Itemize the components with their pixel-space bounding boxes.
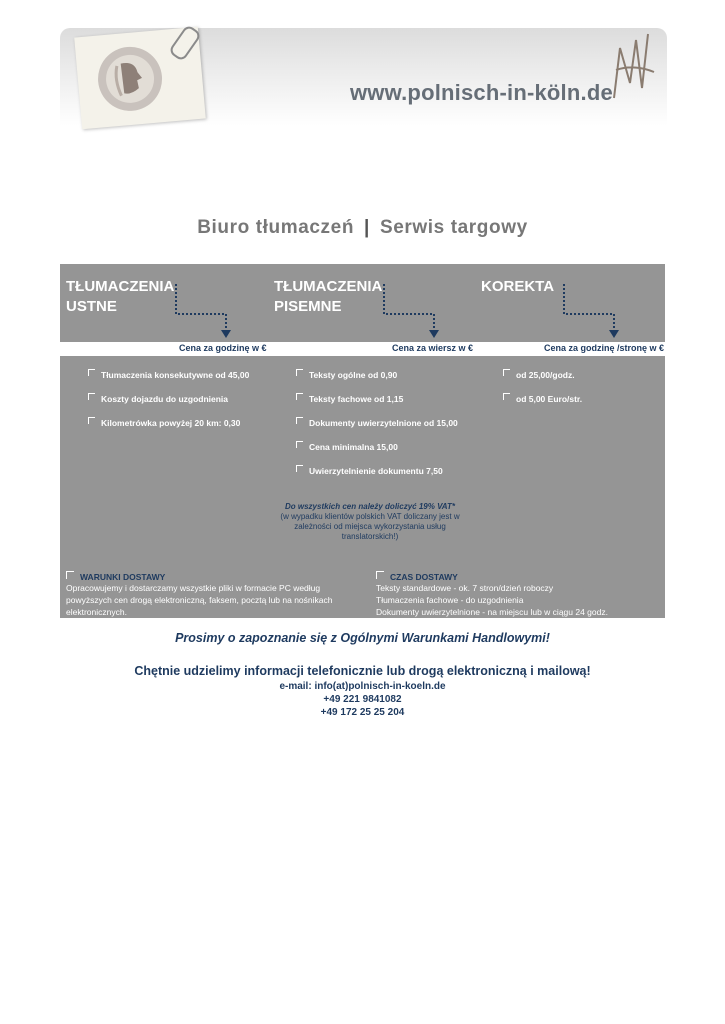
- list-item: [88, 417, 240, 428]
- delivery-terms-line: powyższych cen drogą elektroniczną, faksem, pocztą lub na nośnikach: [66, 595, 333, 605]
- price-heading-proofreading: Cena za godzinę /stronę w €: [544, 343, 665, 353]
- phone-number[interactable]: +49 221 9841082: [323, 694, 402, 705]
- list-item-label: Koszty dojazdu do uzgodnienia: [101, 394, 229, 404]
- delivery-time-title-label: CZAS DOSTAWY: [390, 572, 458, 582]
- list-item: [503, 369, 575, 380]
- list-item-label: Uwierzytelnienie dokumentu 7,50: [309, 466, 443, 476]
- service-title-line1: TŁUMACZENIA: [274, 278, 383, 295]
- contact-info-heading: Chętnie udzielimy informacji telefonicznie lub drogą elektroniczną i mailową!: [134, 664, 591, 678]
- list-item-label: Kilometrówka powyżej 20 km: 0,30: [101, 418, 241, 428]
- list-item-label: Dokumenty uwierzytelnione od 15,00: [309, 418, 458, 428]
- delivery-time-title: [376, 571, 661, 582]
- tagline-left: Biuro tłumaczeń: [197, 217, 355, 238]
- service-title-proofreading: [481, 277, 554, 297]
- signature-logo-icon: [608, 28, 660, 108]
- list-item: [296, 417, 458, 428]
- checkbox-icon: [66, 571, 74, 579]
- checkbox-icon: [503, 393, 510, 400]
- list-item-label: Teksty fachowe od 1,15: [309, 394, 404, 404]
- delivery-terms-title-label: WARUNKI DOSTAWY: [80, 572, 166, 582]
- list-item-label: od 25,00/godz.: [516, 370, 575, 380]
- checkbox-icon: [296, 441, 303, 448]
- delivery-time-line: Dokumenty uwierzytelnione - na miejscu lub w ciągu 24 godz.: [376, 607, 608, 617]
- checkbox-icon: [296, 417, 303, 424]
- delivery-terms-title: [66, 571, 366, 582]
- delivery-terms-line: Opracowujemy i dostarczamy wszystkie pliki w formacie PC według: [66, 583, 321, 593]
- dotted-arrow-icon: [172, 282, 234, 342]
- service-title-interpreting: [66, 277, 174, 317]
- list-item: [88, 369, 249, 380]
- checkbox-icon: [296, 393, 303, 400]
- site-url[interactable]: www.polnisch-in-köln.de: [350, 80, 613, 105]
- vat-note-line: translatorskich!): [341, 532, 399, 541]
- delivery-terms-line: elektronicznych.: [66, 607, 127, 617]
- checkbox-icon: [503, 369, 510, 376]
- service-title-line1: KOREKTA: [481, 278, 555, 295]
- terms-notice: Prosimy o zapoznanie się z Ogólnymi Warunkami Handlowymi!: [175, 631, 550, 645]
- delivery-time-line: Teksty standardowe - ok. 7 stron/dzień roboczy: [376, 583, 554, 593]
- dotted-arrow-icon: [560, 282, 622, 342]
- price-heading-interpreting: Cena za godzinę w €: [179, 343, 267, 353]
- phone-number[interactable]: +49 172 25 25 204: [320, 707, 405, 718]
- list-item: [88, 393, 228, 404]
- service-title-line2: PISEMNE: [274, 298, 342, 315]
- checkbox-icon: [376, 571, 384, 579]
- service-title-line2: USTNE: [66, 298, 117, 315]
- service-title-translation: [274, 277, 382, 317]
- tagline-separator: |: [364, 217, 370, 238]
- vat-note-main: Do wszystkich cen należy doliczyć 19% VAT*: [285, 502, 455, 511]
- checkbox-icon: [296, 369, 303, 376]
- delivery-time-line: Tłumaczenia fachowe - do uzgodnienia: [376, 595, 524, 605]
- price-heading-translation: Cena za wiersz w €: [392, 343, 474, 353]
- service-title-line1: TŁUMACZENIA: [66, 278, 175, 295]
- list-item-label: Tłumaczenia konsekutywne od 45,00: [101, 370, 250, 380]
- vat-note-line: zależności od miejsca wykorzystania usług: [294, 522, 446, 531]
- list-item: [503, 393, 582, 404]
- checkbox-icon: [88, 369, 95, 376]
- email-link[interactable]: e-mail: info(at)polnisch-in-koeln.de: [279, 681, 446, 692]
- tagline: [0, 217, 725, 239]
- checkbox-icon: [88, 393, 95, 400]
- list-item: [296, 393, 403, 404]
- vat-note-line: (w wypadku klientów polskich VAT doliczany jest w: [280, 512, 460, 521]
- delivery-terms: [66, 571, 366, 618]
- tagline-right: Serwis targowy: [379, 217, 528, 238]
- list-item: [296, 369, 397, 380]
- checkbox-icon: [88, 417, 95, 424]
- list-item: [296, 465, 443, 476]
- list-item-label: Teksty ogólne od 0,90: [309, 370, 398, 380]
- list-item: [296, 441, 398, 452]
- dotted-arrow-icon: [380, 282, 442, 342]
- list-item-label: od 5,00 Euro/str.: [516, 394, 583, 404]
- delivery-time: [376, 571, 661, 618]
- checkbox-icon: [296, 465, 303, 472]
- vat-note: [260, 502, 480, 542]
- list-item-label: Cena minimalna 15,00: [309, 442, 398, 452]
